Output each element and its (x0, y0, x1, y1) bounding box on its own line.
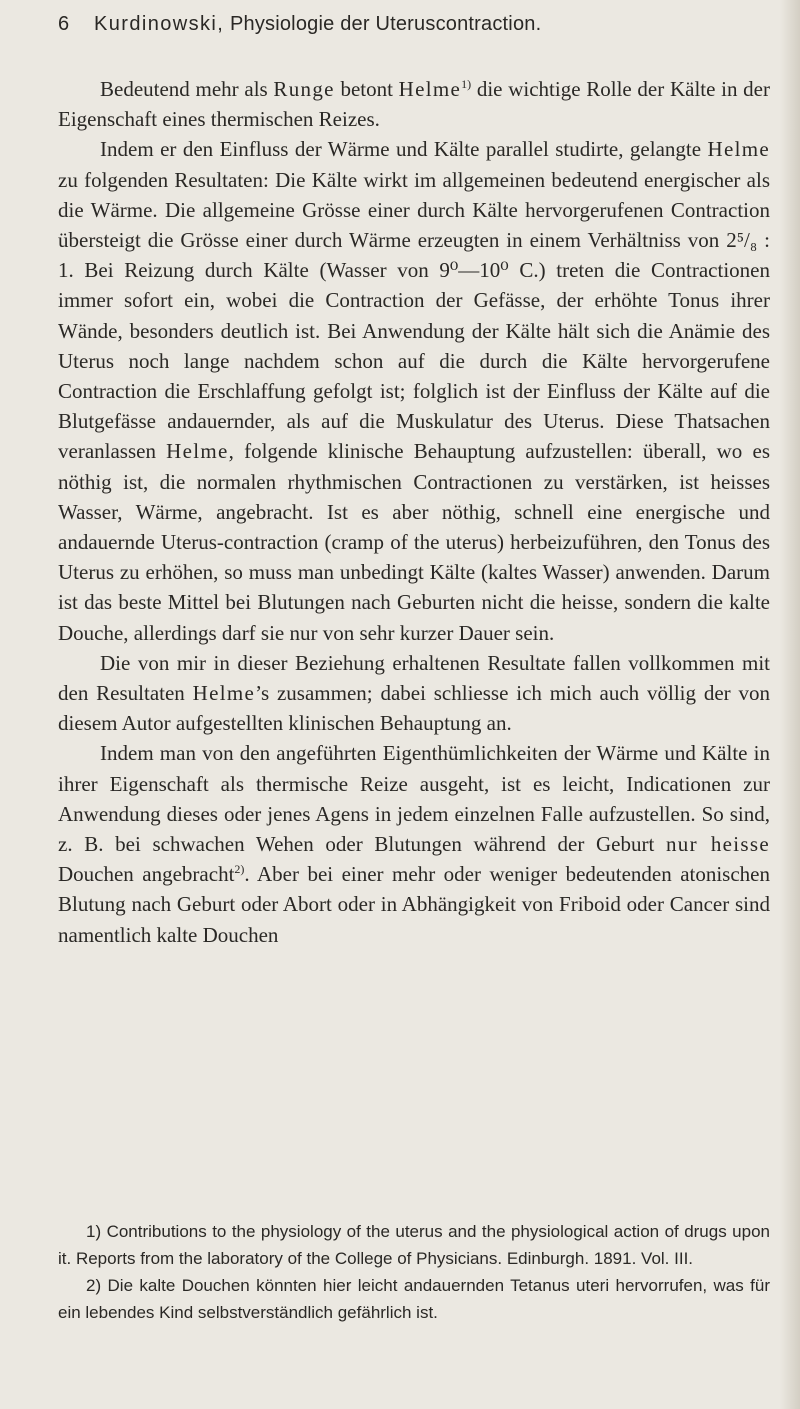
page-number: 6 (58, 13, 70, 35)
text-run: Bedeutend mehr als (100, 77, 274, 101)
paragraph (58, 648, 770, 739)
footnote-reference: 1) (461, 77, 472, 91)
footnote (58, 1272, 770, 1326)
running-header (58, 4, 758, 44)
header-author: Kurdinowski, (94, 13, 225, 35)
paragraph (58, 74, 770, 134)
author-name: Helme (192, 681, 256, 706)
text-run: ’s zusammen; dabei schliesse ich mich auch völlig der von diesem Autor aufgestellten klinischen Behauptung an. (58, 681, 771, 736)
footnote (58, 1218, 770, 1272)
main-text (58, 74, 770, 950)
text-run: Indem er den Einfluss der Wärme und Kälte parallel studirte, gelangte (100, 137, 708, 162)
page-edge-shadow (780, 0, 800, 1409)
paragraph (58, 738, 770, 949)
author-name: Helme (398, 77, 462, 101)
footnote-reference: 2) (234, 862, 245, 877)
paragraph (58, 134, 770, 647)
footnote-marker: 2) (86, 1276, 102, 1295)
text-run: Die von mir in dieser Beziehung erhaltenen Resultate fallen vollkommen mit den Resultaten (58, 650, 770, 706)
footnote-marker: 1) (86, 1222, 102, 1241)
author-name: Runge (273, 77, 335, 101)
text-run: betont (334, 77, 399, 101)
author-name: Helme (166, 439, 229, 464)
text-run: die wichtige Rolle der Kälte in der Eigenschaft eines thermischen Reizes. (58, 77, 770, 132)
emphasized-text: nur heisse (666, 832, 770, 857)
footnote-text: Contributions to the physiology of the uterus and the physiological action of drugs upon it. Reports from the laboratory of the College of Physicians. Edinburgh. 1891. Vol. III. (58, 1222, 770, 1268)
footnote-text: Die kalte Douchen könnten hier leicht andauernden Tetanus uteri hervorrufen, was für ein lebendes Kind selbstverständlich gefährlich ist. (58, 1276, 770, 1322)
text-run: Indem man von den angeführten Eigenthümlichkeiten der Wärme und Kälte in ihrer Eigenschaft als thermische Reize ausgeht, ist es leicht, Indicationen zur Anwendung dieses oder jenes Agens in jedem einzelnen Falle aufzustellen. So sind, z. B. bei schwachen Wehen oder Blutungen während der Geburt (58, 741, 770, 857)
text-run: , folgende klinische Behauptung aufzustellen: überall, wo es nöthig ist, die normalen rhythmischen Contractionen zu verstärken, ist heisses Wasser, Wärme, angebracht. Ist es aber nöthig, schnell eine energische und andauernde Uterus-contraction (cramp of the uterus) herbeizuführen, den Tonus des Uterus zu erhöhen, so muss man unbedingt Kälte (kaltes Wasser) anwenden. Darum ist das beste Mittel bei Blutungen nach Geburten nicht die heisse, sondern die kalte Douche, allerdings darf sie nur von sehr kurzer Dauer sein. (58, 439, 770, 645)
author-name: Helme (707, 137, 770, 162)
header-title: Physiologie der Uteruscontraction. (229, 13, 542, 35)
text-run: . Aber bei einer mehr oder weniger bedeutenden atonischen Blutung nach Geburt oder Abort oder in Abhängigkeit von Friboid oder Cancer sind namentlich kalte Douchen (58, 862, 770, 947)
text-run: zu folgenden Resultaten: Die Kälte wirkt im allgemeinen bedeutend energischer als die Wärme. Die allgemeine Grösse einer durch Kälte hervorgerufenen Contraction übersteigt die Grösse einer durch Wärme erzeugten in einem Verhältniss von 2⁵/₈ : 1. Bei Reizung durch Kälte (Wasser von 9⁰—10⁰ C.) treten die Contractionen immer sofort ein, wobei die Contraction der Gefässe, der erhöhte Tonus ihrer Wände, besonders deutlich ist. Bei Anwendung der Kälte hält sich die Anämie des Uterus noch lange nachdem schon auf die durch die Kälte hervorgerufene Contraction die Erschlaffung gefolgt ist; folglich ist der Einfluss der Kälte auf die Blutgefässe andauernder, als auf die Muskulatur des Uterus. Diese Thatsachen veranlassen (58, 167, 770, 464)
footnotes (58, 1218, 770, 1326)
text-run: Douchen angebracht (58, 862, 235, 887)
